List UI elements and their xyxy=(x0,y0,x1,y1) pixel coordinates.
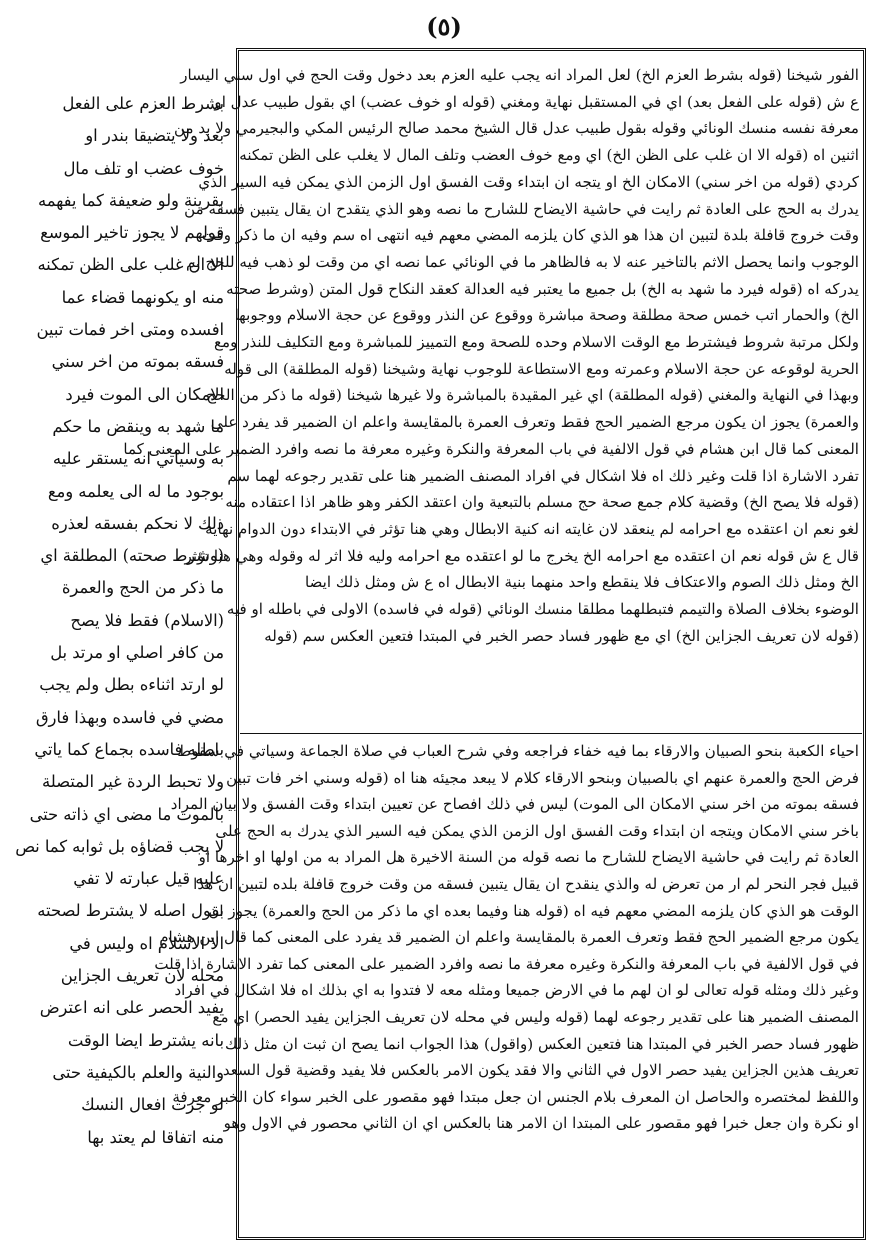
text-line: (وشرط صحته) المطلقة اي xyxy=(40,546,224,566)
text-line: مضي في فاسده وبهذا فارق xyxy=(35,707,224,727)
text-line: (الاسلام) فقط فلا يصح xyxy=(70,610,224,630)
text-line: الحرية لوقوعه عن حجة الاسلام وعمرته ومع الاستطاعة للوجوب نهاية وشيخنا (قوله المطلقة) الى قوله xyxy=(224,359,859,378)
text-line: قال ع ش قوله نعم ان اعتقده مع احرامه الخ يخرج ما لو اعتقده مع احرامه وليه فلا اثر له وقوله وهي هنا تؤثر xyxy=(184,546,859,565)
text-line: فرض الحج والعمرة عنهم اي بالصبيان وبنحو الارقاء كلام لا يبعد مجيئه هنا اه (قوله وسني اخر فات تبين xyxy=(226,768,859,787)
text-line: وغير ذلك ومثله قوله تعالى لو ان لهم ما في الارض جميعا ومثله معه لا فتدوا به اي بذلك اه فلا اشكال في افراد xyxy=(174,981,859,1000)
text-line: ع ش (قوله على الفعل بعد) اي في المستقبل نهاية ومغني (قوله او خوف عضب) اي بقول طبيب عدل او xyxy=(214,92,859,111)
text-line: بقول اصله لا يشترط لصحته xyxy=(37,901,224,921)
text-line: (قوله فلا يصح الخ) وقضية كلام جمع صحة حج مسلم بالتبعية وان اعتقد الكفر وهو ظاهر اذا اعتقاده منه xyxy=(225,493,859,512)
text-line: العادة ثم رايت في حاشية الايضاح للشارح ما نصه قوله من السنة الاخيرة هل المراد به من اولها او اخرها او xyxy=(198,848,859,867)
text-line: الامكان الى الموت فيرد xyxy=(65,384,224,404)
text-line: بوجود ما له الى يعلمه ومع xyxy=(47,481,224,501)
text-line: لغو نعم ان اعتقده مع احرامه لم ينعقد لان غايته انه كنية الابطال وهي هنا تؤثر في الابتداء دون الدوام نهاية xyxy=(205,519,859,538)
text-line: المعنى كما قال ابن هشام في قول الالفية في باب المعرفة والنكرة وغيره معرفة ما نصه وافرد الضمير على المعنى كما xyxy=(123,439,859,458)
text-line: يكون مرجع الضمير الحج فقط وتعرف العمرة بالمقايسة واعلم ان الضمير قد يفرد على المعنى كما قال ابن هشام xyxy=(159,928,859,947)
page-number: (٥) xyxy=(426,12,462,41)
text-line: فسقه بموته من اخر سني xyxy=(51,352,224,372)
text-line: باطله فاسده بجماع كما ياتي xyxy=(34,739,224,759)
text-line: فسقه بموته من اخر سني الامكان الى الموت) ليس في ذلك افصاح عن تعيين ابتداء وقت الفسق ولا بيان المراد xyxy=(170,795,859,814)
text-line: والعمرة) يجوز ان يكون مرجع الضمير الحج فقط وتعرف العمرة بالمقايسة واعلم ان الضمير قد يفرد على xyxy=(210,413,859,432)
text-line: عليه قيل عبارته لا تفي xyxy=(73,869,224,889)
text-line: قبيل فجر النحر لم ار من تعرض له والذي ينقدح ان يقال يتبين فسقه من وقت خروج قافلة بلده لتبين ان هذا xyxy=(193,874,859,893)
text-line: باخر سني الامكان ويتجه ان ابتداء وقت الفسق اول الزمن الذي يمكن فيه السير الذي يدرك به الحج على xyxy=(215,821,859,840)
text-line: ذلك لا نحكم بفسقه لعذره xyxy=(51,513,224,533)
text-line: افسده ومتى اخر فمات تبين xyxy=(36,320,224,340)
text-line: المصنف الضمير هنا على تقدير رجوعه لهما (قوله وليس في محله لان تعريف الجزاين يفيد الحصر) اي مع xyxy=(212,1007,859,1026)
text-line: منه او يكونهما قضاء عما xyxy=(61,287,224,307)
text-line: او نكرة وان جعل خبرا فهو مقصور على المبتدا ان الامر هنا بالعكس اي ان الثاني محصور في الاول وهو xyxy=(223,1114,859,1133)
text-line: الوضوء بخلاف الصلاة والتيمم فتبطلهما مطلقا منسك الونائي (قوله في فاسده) الاولى في باطله او فيه xyxy=(226,600,859,619)
text-line: والنية والعلم بالكيفية حتى xyxy=(52,1062,224,1082)
text-line: الا الاسلام اه وليس في xyxy=(69,933,224,953)
text-line: في قول الالفية في باب المعرفة والنكرة وغيره معرفة ما نصه وافرد الضمير على المعنى كما تفرد الاشارة اذا قلت xyxy=(154,954,859,973)
sidebar-main-text xyxy=(15,88,224,1228)
text-line: ما ذكر من الحج والعمرة xyxy=(61,578,224,598)
text-line: لا يجب قضاؤه بل ثوابه كما نص xyxy=(15,836,224,856)
text-line: واللفظ لمختصره والحاصل ان المعرف بلام الجنس ان جعل مبتدا فهو مقصور على الخبر سواء كان الخبر معرفة xyxy=(172,1087,859,1106)
text-line: به وسياتي انه يستقر عليه xyxy=(52,449,224,469)
text-line: الوقت هو الذي كان يلزمه المضي معهم فيه اه (قوله هنا وفيما بعده اي ما ذكر من الحج والعمرة) يجوز ان xyxy=(208,901,859,920)
text-line: ما شهد به وينقض ما حكم xyxy=(52,416,224,436)
text-line: منه اتفاقا لم يعتد بها xyxy=(87,1127,224,1147)
text-line: الوجوب وانما يحصل الاثم بالتاخير عنه لا به فالظاهر ما في الونائي عما نصه اي من وقت لو ذهب فيه للحج لم xyxy=(186,252,859,271)
text-line: من كافر اصلي او مرتد بل xyxy=(50,643,224,663)
text-line: بقرينة ولو ضعيفة كما يفهمه xyxy=(38,190,224,210)
section-divider xyxy=(240,733,862,734)
text-line: اثنين اه (قوله الا ان غلب على الظن الخ) اي ومع خوف العضب وتلف المال لا يغلب على الظن تمكنه xyxy=(239,146,859,165)
text-line: يدرك به الحج على العادة ثم رايت في حاشية الايضاح للشارح ما نصه وهو الذي يتقدح ان يقال يتبين فسقه من xyxy=(184,199,859,218)
text-line: الخ) والحمار اتب خمس صحة مطلقة وصحة مباشرة ووقوع عن النذر ووقوع عن حجة الاسلام ووجوبها xyxy=(234,306,859,325)
text-line: ظهور فساد حصر الخبر في المبتدا هنا فتعين العكس (واقول) هذا الجواب انما يصح ان ثبت ان مثل ذلك xyxy=(224,1034,859,1053)
text-line: تفرد الاشارة اذا قلت وغير ذلك اه فلا اشكال في افراد المصنف الضمير هنا على تقدير رجوعه لهما سم xyxy=(227,466,859,485)
text-line: احياء الكعبة بنحو الصبيان والارقاء بما فيه خفاء فراجعه وفي شرح العباب في صلاة الجماعة وسياتي في سقوط xyxy=(177,742,859,760)
text-line: بشرط العزم على الفعل xyxy=(62,94,224,113)
text-line: لو ارتد اثناءه بطل ولم يجب xyxy=(39,675,224,695)
text-line: لو جرت افعال النسك xyxy=(81,1095,224,1115)
text-line: ولا تحبط الردة غير المتصلة xyxy=(42,772,224,792)
text-line: محله لان تعريف الجزاين xyxy=(60,966,224,986)
text-line: خوف عضب او تلف مال xyxy=(63,158,224,178)
text-line: وبهذا في النهاية والمغني (قوله المطلقة) اي غير المقيدة بالمباشرة ولا غيرها شيخنا (قوله ما ذكر من الحج xyxy=(206,386,859,405)
text-line: بعد ولا يتضيقا بندر او xyxy=(85,126,224,146)
text-line: بالموت ما مضى اي ذاته حتى xyxy=(29,804,224,824)
text-line: يدركه اه (قوله فيرد ما شهد به الخ) بل جميع ما يعتبر فيه العدالة كعقد النكاح قول المتن (وشرط صحته xyxy=(226,279,859,298)
text-line: بانه يشترط ايضا الوقت xyxy=(67,1030,224,1050)
text-line: وقت خروج قافلة بلدة لتبين ان هذا هو الذي كان يلزمه المضي معهم فيه انتهى اه سم وفيه ان ما ذكر وقت xyxy=(201,226,859,245)
text-line: معرفة نفسه منسك الونائي وقوله بقول طبيب عدل قال الشيخ محمد صالح الرئيس المكي والبجيرمي ولا بد من xyxy=(173,119,859,138)
text-line: ولكل مرتبة شروط فيشترط مع الوقت الاسلام وحده للصحة ومع التمييز للمباشرة ومع التكليف للنذر ومع xyxy=(213,333,859,352)
text-line: الفور شيخنا (قوله بشرط العزم الخ) لعل المراد انه يجب عليه العزم بعد دخول وقت الحج في اول سني اليسار xyxy=(180,66,859,84)
text-line: الخ ومثل ذلك الصوم والاعتكاف فلا ينقطع واحد منهما بنية الابطال اه ع ش ومثل ذلك ايضا xyxy=(304,573,859,592)
text-line: تعريف هذين الجزاين يفيد حصر الاول في الثاني والا فقد يكون الامر بالعكس فلا يفيد وقضية قول السعد xyxy=(222,1061,859,1080)
text-line: (قوله لان تعريف الجزاين الخ) اي مع ظهور فساد حصر الخبر في المبتدا فتعين العكس سم (قوله xyxy=(264,626,859,645)
text-line: يفيد الحصر على انه اعترض xyxy=(39,998,224,1018)
text-line: قولهم لا يجوز تاخير الموسع xyxy=(40,223,224,243)
text-line: الا ان غلب على الظن تمكنه xyxy=(37,255,224,275)
text-line: كردي (قوله من اخر سني) الامكان الخ او يتجه ان ابتداء وقت الفسق اول الزمن الذي يمكن فيه السير الذي xyxy=(198,172,859,191)
